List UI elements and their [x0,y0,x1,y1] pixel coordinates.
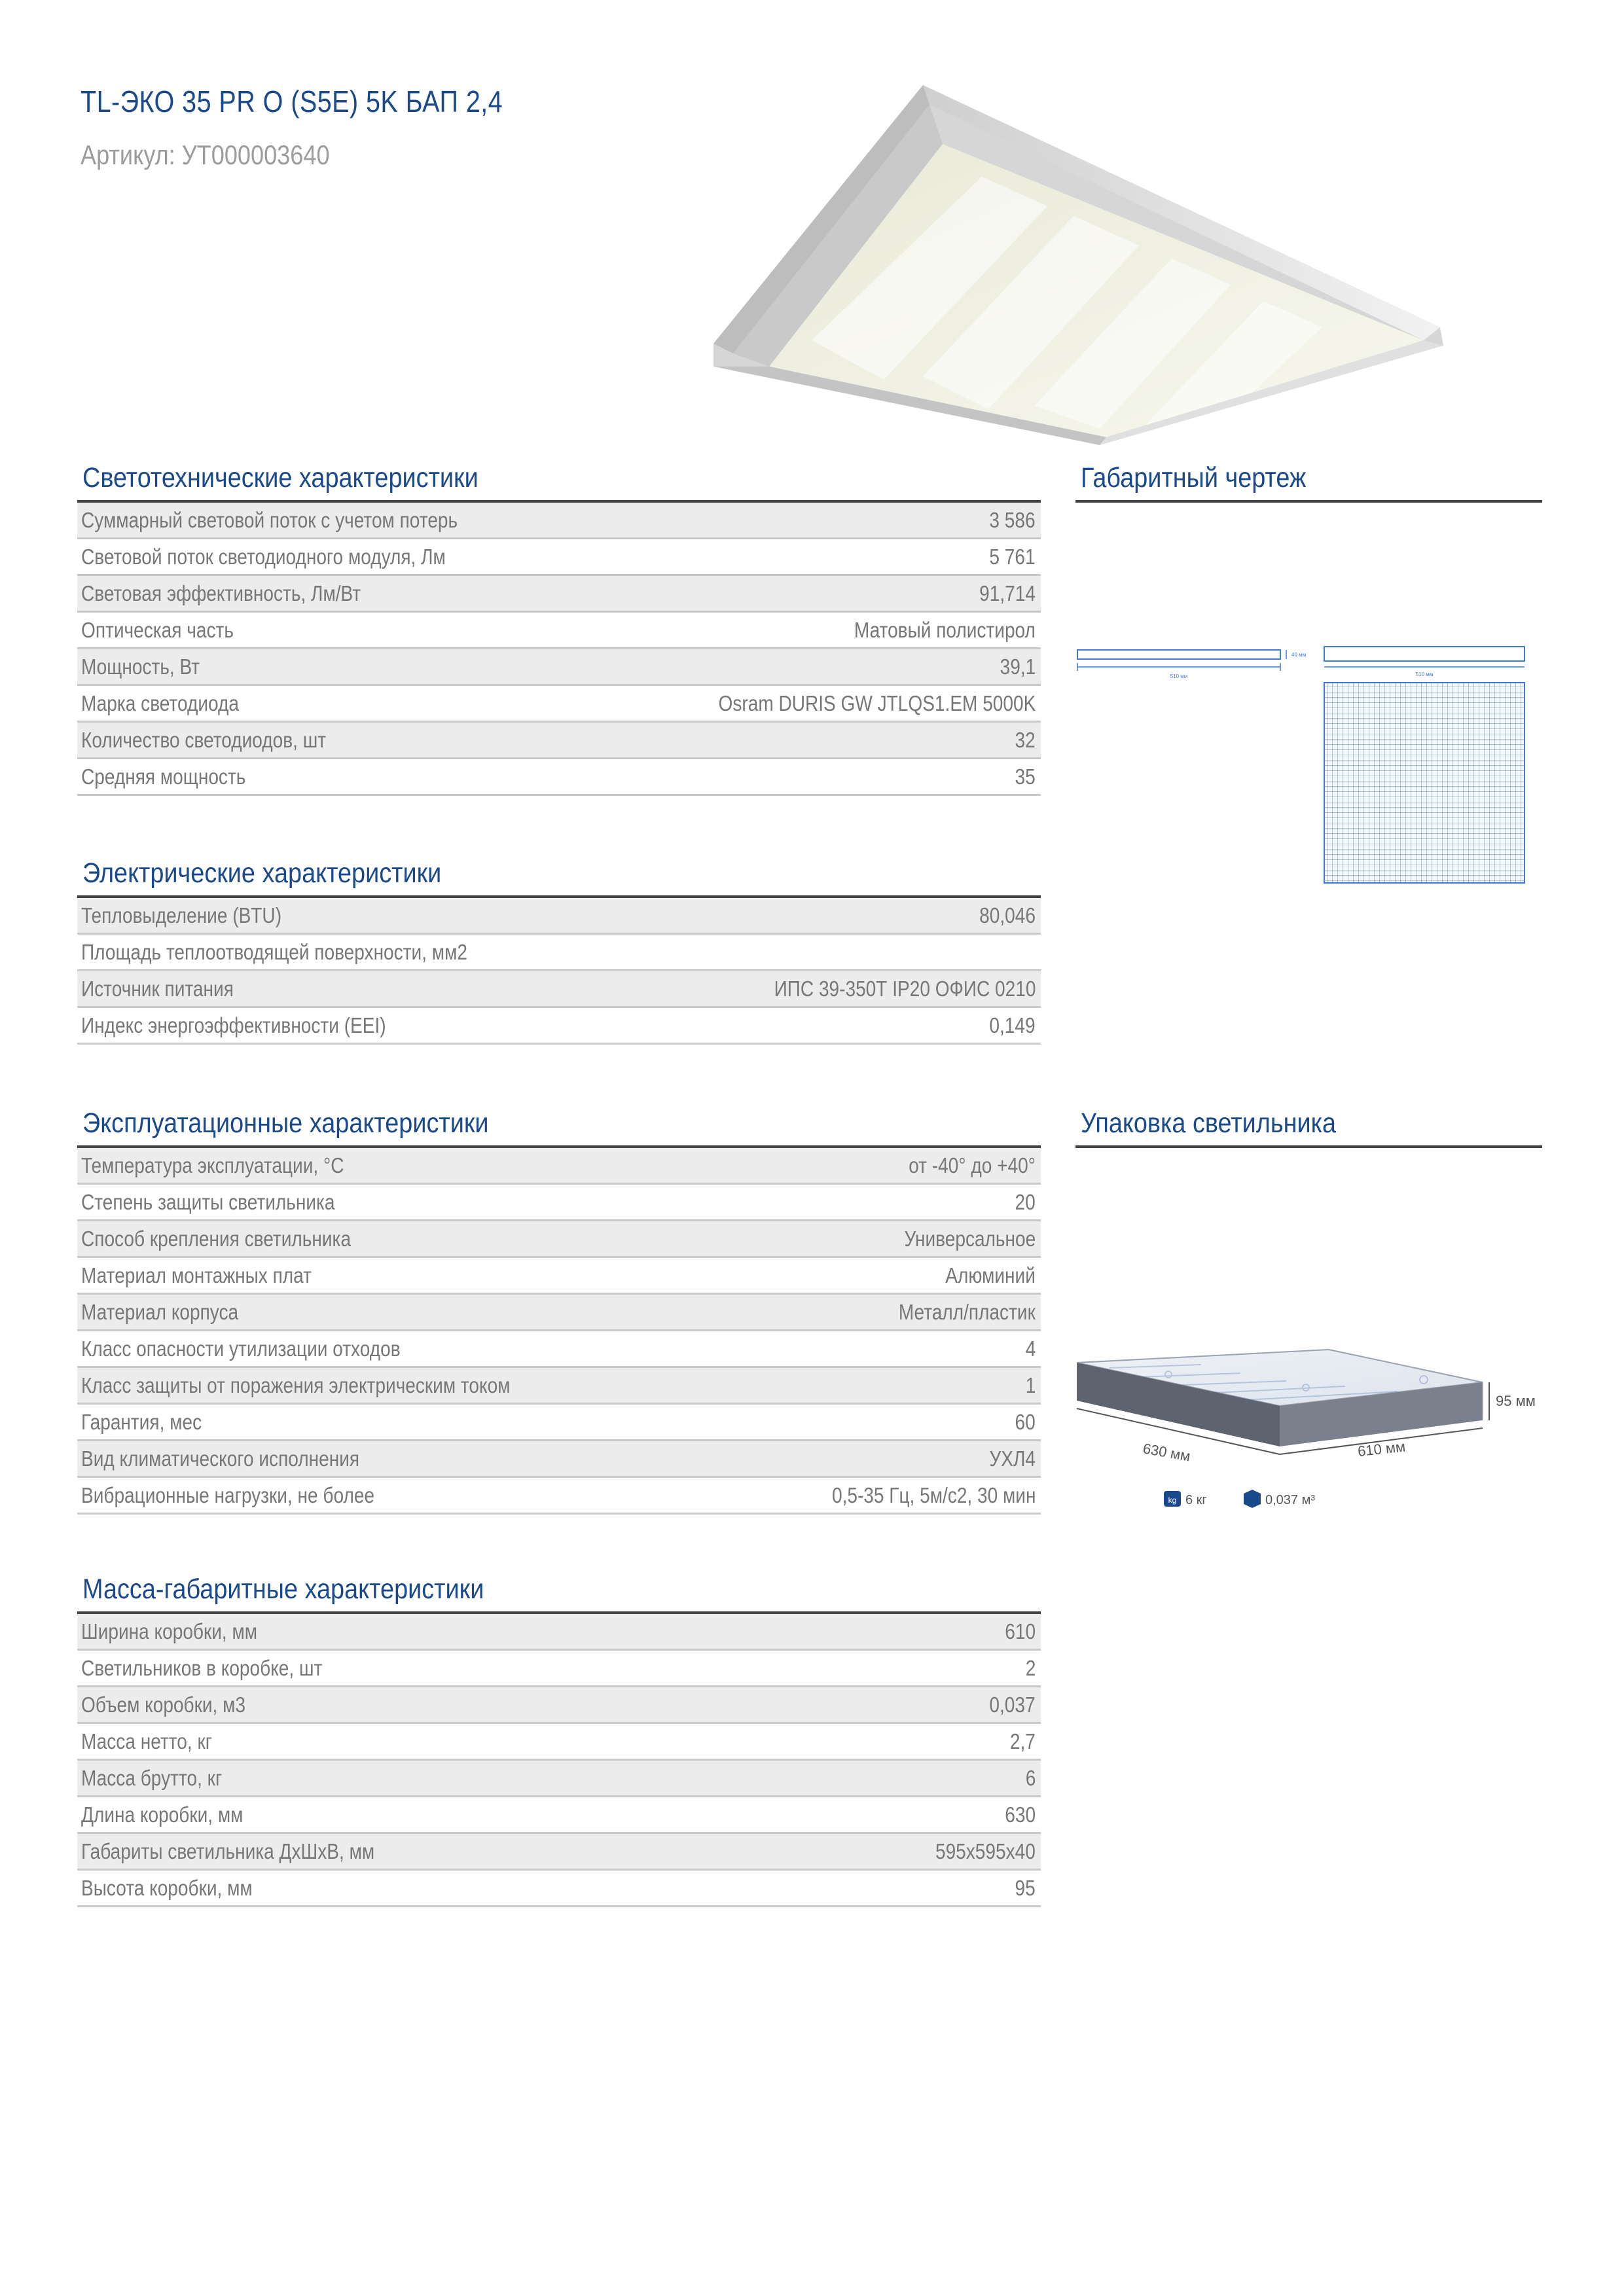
table-row: Количество светодиодов, шт 32 [77,723,1041,759]
table-row: Мощность, Вт 39,1 [77,649,1041,686]
drawing-section [1075,459,1542,503]
section-title: Упаковка светильника [1075,1105,1542,1148]
table-row: Световой поток светодиодного модуля, Лм 5 761 [77,539,1041,576]
lighting-table [77,503,1041,796]
table-row: Средняя мощность 35 [77,759,1041,796]
table-row: Степень защиты светильника 20 [77,1185,1041,1221]
package-height-label: 95 мм [1496,1393,1536,1409]
table-row: Гарантия, мес 60 [77,1405,1041,1441]
table-row: Высота коробки, мм 95 [77,1871,1041,1907]
table-row: Вид климатического исполнения УХЛ4 [77,1441,1041,1478]
table-row: Габариты светильника ДхШхВ, мм 595x595x40 [77,1834,1041,1871]
table-row: Класс опасности утилизации отходов 4 [77,1331,1041,1368]
table-row: Суммарный световой поток с учетом потерь 3 586 [77,503,1041,539]
table-row: Класс защиты от поражения электрическим током 1 [77,1368,1041,1405]
package-image [1070,1348,1542,1518]
mass-section [77,1571,1041,1907]
top-view [1324,647,1525,883]
table-row: Объем коробки, м3 0,037 [77,1687,1041,1724]
package-volume-label: 0,037 м³ [1265,1493,1316,1507]
weight-icon [1164,1491,1181,1507]
side-width-label: 510 мм [1170,673,1188,679]
lighting-section [77,459,1041,796]
product-title: TL-ЭКО 35 PR O (S5E) 5K БАП 2,4 [81,84,503,118]
section-title: Масса-габаритные характеристики [77,1571,1041,1614]
package-weight-label: 6 кг [1185,1493,1207,1507]
luminaire-image [707,79,1447,445]
table-row: Светильников в коробке, шт 2 [77,1651,1041,1687]
svg-text:kg: kg [1168,1496,1177,1505]
article-number: Артикул: УТ000003640 [81,139,330,170]
top-width-label: 510 мм [1415,672,1434,677]
table-row: Марка светодиода Osram DURIS GW JTLQS1.EM 5000K [77,686,1041,723]
table-row: Индекс энергоэффективности (EEI) 0,149 [77,1008,1041,1045]
table-row: Источник питания ИПС 39-350Т IP20 ОФИС 0210 [77,971,1041,1008]
table-row: Оптическая часть Матовый полистирол [77,613,1041,649]
table-row: Длина коробки, мм 630 [77,1797,1041,1834]
package-section [1075,1105,1542,1148]
operational-section [77,1105,1041,1515]
mass-table [77,1614,1041,1907]
package-length-label: 630 мм [1142,1440,1192,1465]
table-row: Световая эффективность, Лм/Вт 91,714 [77,576,1041,613]
table-row: Масса нетто, кг 2,7 [77,1724,1041,1761]
electrical-section [77,855,1041,1045]
table-row: Ширина коробки, мм 610 [77,1614,1041,1651]
side-height-label: 40 мм [1291,652,1307,658]
volume-icon [1244,1490,1261,1508]
section-title: Электрические характеристики [77,855,1041,898]
section-title: Светотехнические характеристики [77,459,1041,503]
operational-table [77,1148,1041,1515]
section-title: Эксплуатационные характеристики [77,1105,1041,1148]
table-row: Тепловыделение (BTU) 80,046 [77,898,1041,935]
table-row: Температура эксплуатации, °С от -40° до +40° [77,1148,1041,1185]
package-width-label: 610 мм [1356,1438,1407,1460]
table-row: Вибрационные нагрузки, не более 0,5-35 Гц, 5м/с2, 30 мин [77,1478,1041,1515]
table-row: Масса брутто, кг 6 [77,1761,1041,1797]
table-row: Способ крепления светильника Универсальное [77,1221,1041,1258]
table-row: Площадь теплоотводящей поверхности, мм2 [77,935,1041,971]
table-row: Материал монтажных плат Алюминий [77,1258,1041,1295]
table-row: Материал корпуса Металл/пластик [77,1295,1041,1331]
dimension-drawing [1075,645,1534,893]
side-view [1077,650,1306,679]
section-title: Габаритный чертеж [1075,459,1542,503]
electrical-table [77,898,1041,1045]
